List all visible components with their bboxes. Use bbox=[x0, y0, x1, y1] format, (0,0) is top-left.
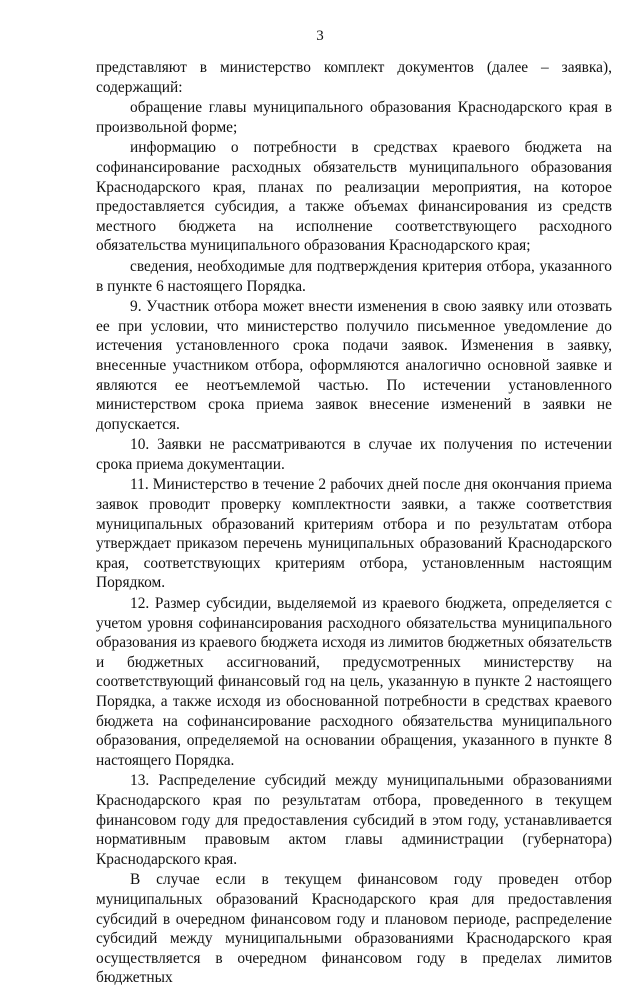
paragraph-item-13: 13. Распределение субсидий между муниципальными образованиями Краснодарского края по результатам отбора, проведенного в текущем финансовом году для предоставления субсидий в этом году, устанавливается нормативным правовым актом главы администрации (губернатора) Краснодарского края. bbox=[96, 772, 612, 868]
paragraph-item-10: 10. Заявки не рассматриваются в случае их получения по истечении срока приема документации. bbox=[96, 436, 612, 473]
paragraph-budget-info: информацию о потребности в средствах краевого бюджета на софинансирование расходных обязательств муниципального образования Краснодарского края, планах по реализации мероприятия, на которое предоставляется субсидия, а также объемах финансирования из средств местного бюджета на исполнение соответствующего расходного обязательства муниципального образования Краснодарского края; bbox=[96, 139, 612, 255]
paragraph-continuation: представляют в министерство комплект документов (далее – заявка), содержащий: bbox=[96, 59, 612, 96]
paragraph-item-11: 11. Министерство в течение 2 рабочих дней после дня окончания приема заявок проводит проверку комплектности заявки, а также соответствия муниципальных образований критериям отбора и по результатам отбора утверждает приказом перечень муниципальных образований Краснодарского края, соответствующих критериям отбора, установленным настоящим Порядком. bbox=[96, 476, 612, 592]
paragraph-criteria-info: сведения, необходимые для подтверждения критерия отбора, указанного в пункте 6 настоящего Порядка. bbox=[96, 257, 612, 295]
paragraph-appeal: обращение главы муниципального образования Краснодарского края в произвольной форме; bbox=[96, 99, 612, 136]
document-body bbox=[96, 58, 612, 989]
paragraph-item-12: 12. Размер субсидии, выделяемой из краевого бюджета, определяется с учетом уровня софинансирования расходного обязательства муниципального образования из краевого бюджета исходя из лимитов бюджетных обязательств и бюджетных ассигнований, предусмотренных министерству на соответствующий финансовый год на цель, указанную в пункте 2 настоящего Порядка, а также исходя из обоснованной потребности в средствах краевого бюджета на софинансирование расходного обязательства муниципального образования, определяемой на основании обращения, указанного в пункте 8 настоящего Порядка. bbox=[96, 595, 612, 769]
page-number: 3 bbox=[316, 28, 324, 44]
paragraph-item-9: 9. Участник отбора может внести изменения в свою заявку или отозвать ее при условии, что министерство получило письменное уведомление до истечения установленного срока подачи заявок. Изменения в заявку, внесенные участником отбора, оформляются аналогично основной заявке и являются ее неотъемлемой частью. По истечении установленного министерством срока приема заявок внесение изменений в заявки не допускается. bbox=[96, 298, 612, 433]
paragraph-next-year-distribution: В случае если в текущем финансовом году проведен отбор муниципальных образований Краснодарского края для предоставления субсидий в очередном финансовом году и плановом периоде, распределение субсидий между муниципальными образованиями Краснодарского края осуществляется в очередном финансовом году в пределах лимитов бюджетных bbox=[96, 871, 612, 987]
